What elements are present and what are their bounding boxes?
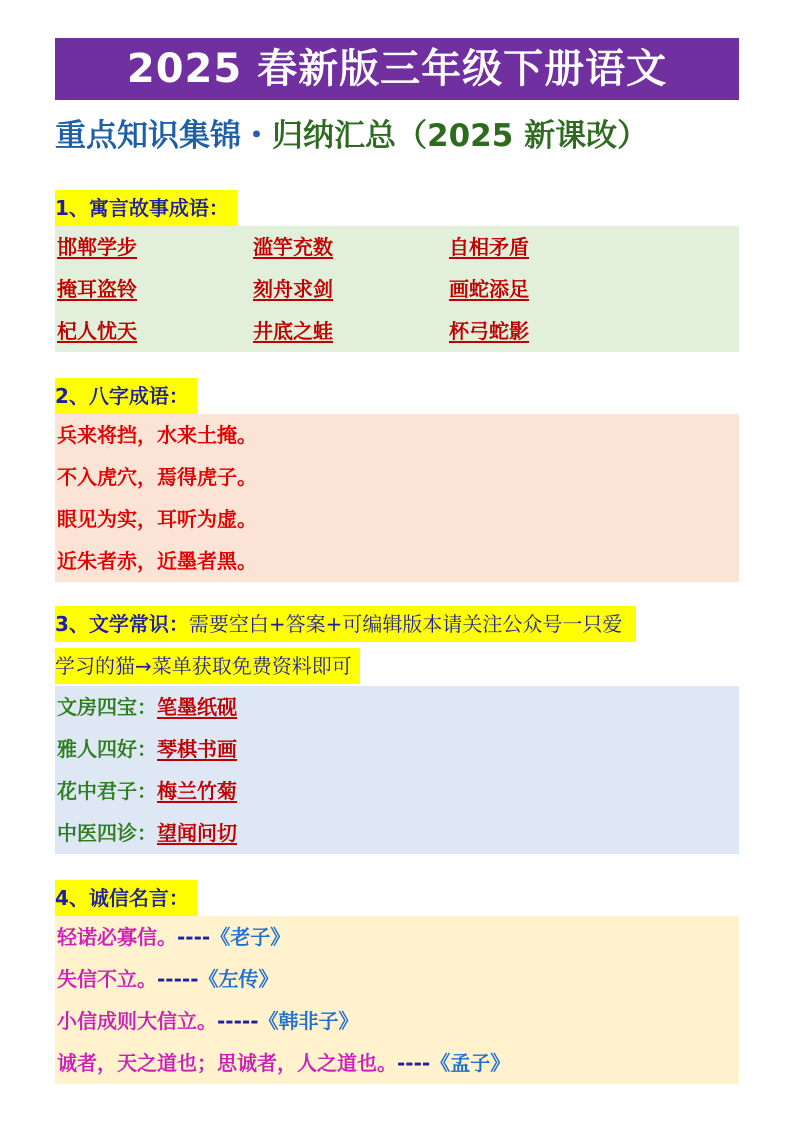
- notice-text-line-1: 需要空白+答案+可编辑版本请关注公众号一只爱: [188, 612, 623, 636]
- knowledge-value: 梅兰竹菊: [157, 779, 237, 803]
- quote-text: 诚者，天之道也；思诚者，人之道也。: [57, 1051, 397, 1075]
- knowledge-value: 琴棋书画: [157, 737, 237, 761]
- idiom-line: 近朱者赤，近墨者黑。: [57, 549, 257, 573]
- knowledge-value: 望闻问切: [157, 821, 237, 845]
- quote-line: [55, 1000, 739, 1042]
- section-heading-literary-knowledge: [55, 606, 636, 642]
- honesty-quotes-box: [55, 916, 739, 1084]
- idiom-line: 兵来将挡，水来土掩。: [57, 423, 257, 447]
- quote-text: 小信成则大信立。: [57, 1009, 217, 1033]
- quote-source: 《左传》: [198, 967, 279, 991]
- notice-text-line-2: [55, 648, 360, 684]
- idiom-line: 眼见为实，耳听为虚。: [57, 507, 257, 531]
- quote-text: 轻诺必寡信。: [57, 925, 177, 949]
- section-heading-label: 3、文学常识：: [55, 612, 189, 636]
- idiom-item: 刻舟求剑: [253, 277, 333, 301]
- quote-dash: ----: [177, 925, 211, 949]
- quote-source: 《孟子》: [430, 1051, 511, 1075]
- idiom-item: 自相矛盾: [449, 235, 529, 259]
- idiom-item: 掩耳盗铃: [57, 277, 137, 301]
- quote-source: 《老子》: [210, 925, 291, 949]
- page-title: 2025 春新版三年级下册语文: [55, 38, 739, 100]
- idiom-item: 杞人忧天: [57, 319, 137, 343]
- eight-char-idioms-box: [55, 414, 739, 582]
- knowledge-label: 花中君子：: [57, 779, 157, 803]
- knowledge-label: 文房四宝：: [57, 695, 157, 719]
- quote-dash: -----: [217, 1009, 259, 1033]
- fable-idioms-box: [55, 226, 739, 352]
- knowledge-label: 雅人四好：: [57, 737, 157, 761]
- idiom-item: 画蛇添足: [449, 277, 529, 301]
- idiom-item: 邯郸学步: [57, 235, 137, 259]
- knowledge-item: [55, 728, 739, 770]
- knowledge-item: [55, 770, 739, 812]
- idiom-item: 井底之蛙: [253, 319, 333, 343]
- idiom-item: 滥竽充数: [253, 235, 333, 259]
- quote-line: [55, 1042, 739, 1084]
- quote-line: [55, 958, 739, 1000]
- page-subtitle: [55, 114, 755, 158]
- quote-dash: ----: [397, 1051, 431, 1075]
- section-heading-honesty-quotes: 4、诚信名言：: [55, 880, 197, 916]
- literary-knowledge-box: [55, 686, 739, 854]
- idiom-line: 不入虎穴，焉得虎子。: [57, 465, 257, 489]
- notice-text: 学习的猫→菜单获取免费资料即可: [55, 654, 352, 678]
- knowledge-item: [55, 686, 739, 728]
- knowledge-value: 笔墨纸砚: [157, 695, 237, 719]
- section-heading-eight-char-idioms: 2、八字成语：: [55, 378, 197, 414]
- quote-text: 失信不立。: [57, 967, 157, 991]
- idiom-item: 杯弓蛇影: [449, 319, 529, 343]
- knowledge-item: [55, 812, 739, 854]
- subtitle-part-1: 重点知识集锦・: [55, 118, 272, 154]
- section-heading-fable-idioms: 1、寓言故事成语：: [55, 190, 237, 226]
- subtitle-part-2: 归纳汇总（2025 新课改）: [272, 118, 649, 154]
- quote-dash: -----: [157, 967, 199, 991]
- knowledge-label: 中医四诊：: [57, 821, 157, 845]
- quote-source: 《韩非子》: [258, 1009, 359, 1033]
- quote-line: [55, 916, 739, 958]
